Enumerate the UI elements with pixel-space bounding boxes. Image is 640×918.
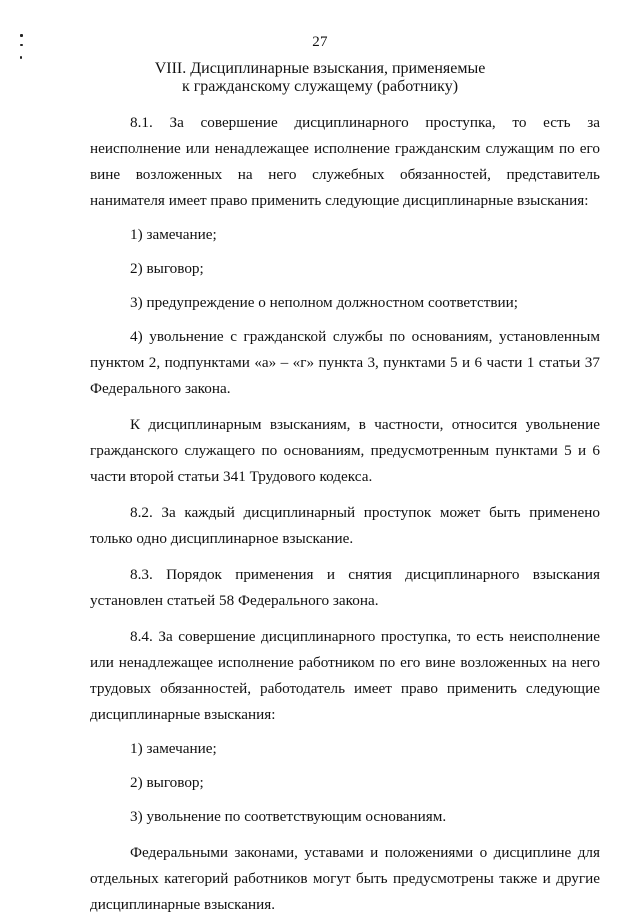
paragraph-dismissal-grounds: К дисциплинарным взысканиям, в частности, относится увольнение гражданского служащего по основаниям, предусмотренным пунктами 5 и 6 части второй статьи 341 Трудового кодекса. xyxy=(90,416,600,485)
paragraph-other-penalties: Федеральными законами, уставами и положениями о дисциплине для отдельных категорий работников могут быть предусмотрены также и другие дисциплинарные взыскания. xyxy=(90,844,600,913)
paragraph-8-4: 8.4. За совершение дисциплинарного проступка, то есть неисполнение или ненадлежащее исполнение работником по его вине возложенных на него трудовых обязанностей, работодатель имеет право применить следующие дисциплинарные взыскания: xyxy=(90,628,600,723)
scan-margin-mark xyxy=(20,56,22,59)
document-body xyxy=(90,110,600,918)
list-item-rebuke-2: 2) выговор; xyxy=(130,774,204,791)
list-item-reprimand-2: 1) замечание; xyxy=(130,740,217,757)
section-heading-line-1: VIII. Дисциплинарные взыскания, применяемые xyxy=(154,60,486,77)
section-heading xyxy=(0,60,640,96)
paragraph-8-2: 8.2. За каждый дисциплинарный проступок может быть применено только одно дисциплинарное взыскание. xyxy=(90,504,600,547)
paragraph-8-3: 8.3. Порядок применения и снятия дисциплинарного взыскания установлен статьей 58 Федерального закона. xyxy=(90,566,600,609)
list-item-reprimand-1: 1) замечание; xyxy=(130,226,217,243)
list-item-dismissal-civil-service: 4) увольнение с гражданской службы по основаниям, установленным пунктом 2, подпунктами «а» – «г» пункта 3, пунктами 5 и 6 части 1 статьи 37 Федерального закона. xyxy=(90,328,600,397)
page-number: 27 xyxy=(312,34,328,50)
paragraph-8-1: 8.1. За совершение дисциплинарного проступка, то есть за неисполнение или ненадлежащее исполнение гражданским служащим по его вине возложенных на него служебных обязанностей, представитель нанимателя имеет право применить следующие дисциплинарные взыскания: xyxy=(90,114,600,209)
list-item-dismissal: 3) увольнение по соответствующим основаниям. xyxy=(130,808,447,825)
list-item-rebuke-1: 2) выговор; xyxy=(130,260,204,277)
section-heading-line-2: к гражданскому служащему (работнику) xyxy=(181,78,459,95)
list-item-warning: 3) предупреждение о неполном должностном соответствии; xyxy=(130,294,518,311)
